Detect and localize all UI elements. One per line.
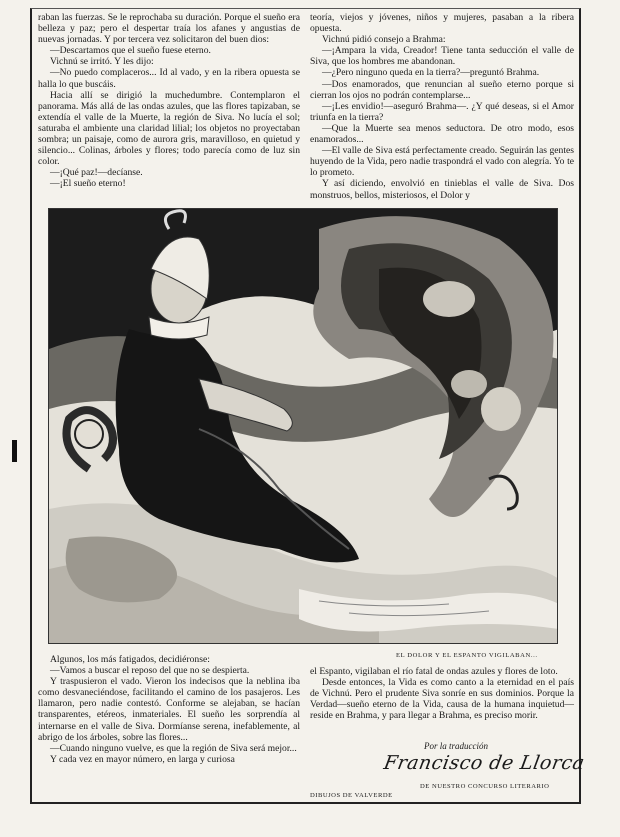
paragraph: el Espanto, vigilaban el río fatal de ondas azules y flores de loto. <box>310 666 558 677</box>
paragraph: teoría, viejos y jóvenes, niños y mujeres, pasaban a la ribera opuesta. <box>310 12 574 35</box>
column-top-right <box>310 12 574 201</box>
paragraph: Y traspusieron el vado. Vieron los indecisos que la neblina iba como desvaneciéndose, facilitando el camino de los pasajeros. Les llamaron, pero nadie contestó. Conforme se alejaban, se hacían transparentes, etéreos, inmateriales. El sueño les sorprendía al internarse en el valle de Siva. Dormíanse serena, inefablemente, al abrigo de los árboles, sobre las flores... <box>38 676 300 743</box>
paragraph: —Descartamos que el sueño fuese eterno. <box>50 45 211 57</box>
paragraph: Vichnú pidió consejo a Brahma: <box>322 34 446 46</box>
paragraph: —No puedo complaceros... Id al vado, y en la ribera opuesta se halla lo que buscáis. <box>38 67 300 90</box>
paragraph: Y así diciendo, envolvió en tinieblas el valle de Siva. Dos monstruos, bellos, misteriosos, el Dolor y <box>310 178 574 201</box>
illustration-drawing <box>49 209 558 644</box>
paragraph: —Dos enamorados, que renuncian al sueño eterno porque si cierran los ojos no podrán contemplarse... <box>310 78 574 101</box>
paragraph: —Que la Muerte sea menos seductora. De otro modo, esos enamorados... <box>310 122 574 146</box>
paragraph: —Cuando ninguno vuelve, es que la región de Siva será mejor... <box>50 742 297 754</box>
paragraph: Y cada vez en mayor número, en larga y curiosa <box>50 753 235 765</box>
translator-label: Por la traducción <box>424 741 488 751</box>
paragraph: —¡Qué paz!—decíanse. <box>50 167 143 179</box>
paragraph: —El valle de Siva está perfectamente creado. Seguirán las gentes huyendo de la Vida, pero nadie traspondrá el vado con alegría. Yo te lo prometo. <box>310 145 574 179</box>
paragraph: —¡Ampara la vida, Creador! Tiene tanta seducción el valle de Siva, que los hombres me abandonan. <box>310 45 574 68</box>
column-top-left <box>38 12 300 190</box>
paragraph: raban las fuerzas. Se le reprochaba su duración. Porque el sueño era belleza y paz; pero el despertar traía los afanes y angustias de nuevas jornadas. Y por tercera vez solicitaron del buen dios: <box>38 12 300 46</box>
paragraph: —¿Pero ninguno queda en la tierra?—preguntó Brahma. <box>322 67 540 79</box>
illustration-caption: EL DOLOR Y EL ESPANTO VIGILABAN... <box>396 652 538 659</box>
paragraph: —¡Les envidio!—aseguró Brahma—. ¿Y qué deseas, si el Amor triunfa en la tierra? <box>310 100 574 123</box>
paragraph: —Vamos a buscar el reposo del que no se despierta. <box>50 665 250 677</box>
margin-mark <box>12 440 17 462</box>
illustration-credits: DIBUJOS DE VALVERDE <box>310 792 393 799</box>
paragraph: Algunos, los más fatigados, decidiéronse: <box>50 654 210 665</box>
translator-signature: Francisco de Llorca <box>382 752 587 774</box>
paragraph: Vichnú se irritó. Y les dijo: <box>50 56 154 68</box>
column-bottom-right <box>310 666 574 721</box>
contest-label: DE NUESTRO CONCURSO LITERARIO <box>420 783 550 790</box>
illustration <box>48 208 558 644</box>
paragraph: Hacia allí se dirigió la muchedumbre. Contemplaron el panorama. Más allá de las ondas azules, que las flores tapizaban, se extendía el valle de la Muerte, la región de Siva. No lucía el sol; saturaba el ambiente una claridad lilial; los objetos no proyectaban sombra; un paisaje, como de aurora gris, maravilloso, en quietud y silencio... Colinas, árboles y flores; todo parecía como de luz sin color. <box>38 89 300 168</box>
paragraph: Desde entonces, la Vida es como canto a la eternidad en el país de Vichnú. Pero el prudente Siva sonríe en sus dominios. Porque la Verdad—sueño eterno de la Vida, causa de la humana inquietud—reside en Brahma, y para llegar a Brahma, es preciso morir. <box>310 677 574 722</box>
column-bottom-left <box>38 654 300 765</box>
paragraph: —¡El sueño eterno! <box>50 178 126 190</box>
